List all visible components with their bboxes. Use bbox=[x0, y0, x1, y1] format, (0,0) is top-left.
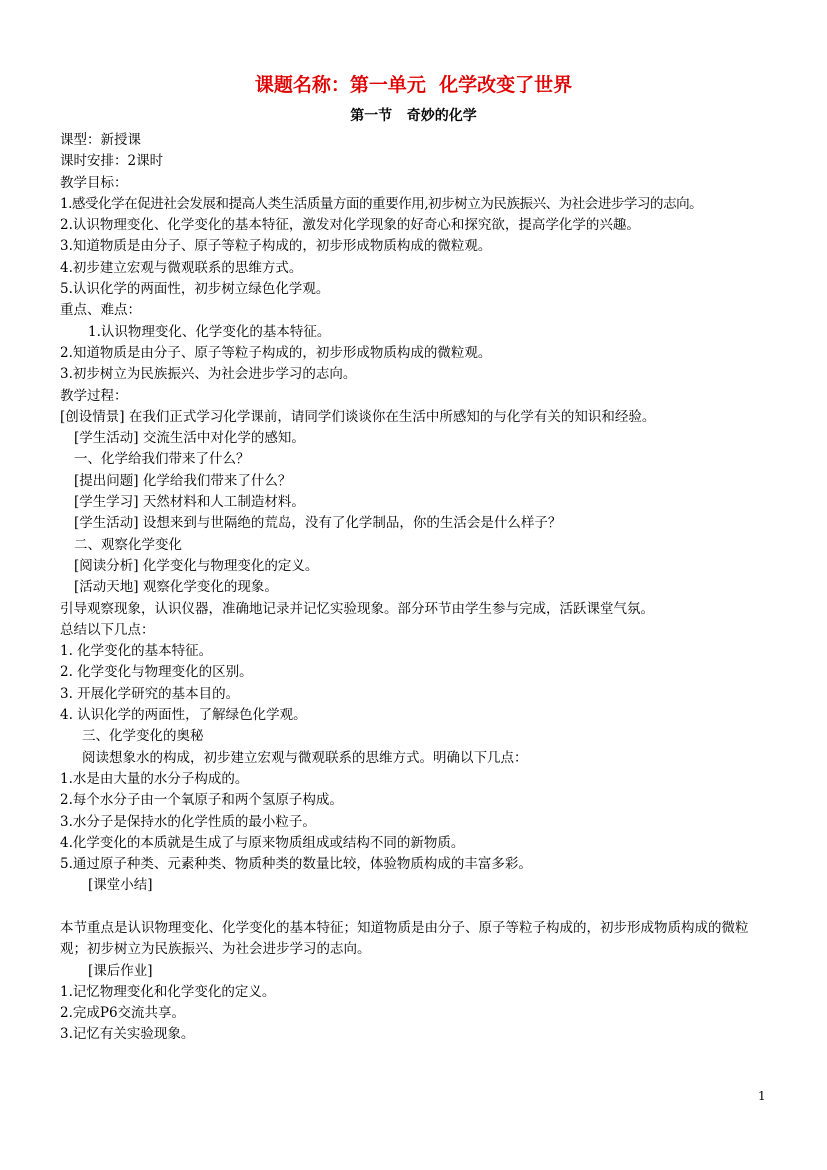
reading-analysis: [阅读分析] 化学变化与物理变化的定义。 bbox=[74, 557, 319, 574]
objective-item: 5.认识化学的两面性，初步树立绿色化学观。 bbox=[60, 281, 330, 298]
lesson-schedule: 课时安排：2课时 bbox=[60, 153, 164, 170]
water-point: 5.通过原子种类、元素种类、物质种类的数量比较，体验物质构成的丰富多彩。 bbox=[60, 856, 532, 873]
keypoints-heading: 重点、难点： bbox=[60, 302, 141, 319]
water-point: 2.每个水分子由一个氧原子和两个氢原子构成。 bbox=[60, 792, 343, 809]
section-heading: 二、观察化学变化 bbox=[74, 536, 182, 553]
process-heading: 教学过程： bbox=[60, 387, 128, 404]
keypoint-item: 3.初步树立为民族振兴、为社会进步学习的志向。 bbox=[60, 366, 357, 383]
activity-corner: [活动天地] 观察化学变化的现象。 bbox=[74, 579, 278, 596]
summary-heading: 总结以下几点： bbox=[60, 621, 155, 638]
guide-paragraph: 引导观察现象，认识仪器，准确地记录并记忆实验现象。部分环节由学生参与完成，活跃课堂气氛。 bbox=[60, 600, 654, 617]
student-activity: [学生活动] 设想来到与世隔绝的荒岛，没有了化学制品，你的生活会是什么样子？ bbox=[74, 515, 562, 532]
water-point: 3.水分子是保持水的化学性质的最小粒子。 bbox=[60, 813, 316, 830]
objective-item: 3.知道物质是由分子、原子等粒子构成的，初步形成物质构成的微粒观。 bbox=[60, 238, 492, 255]
blank-line bbox=[60, 897, 772, 918]
page-number: 1 bbox=[758, 1089, 766, 1103]
objective-item: 2.认识物理变化、化学变化的基本特征，激发对化学现象的好奇心和探究欲，提高学化学的兴趣。 bbox=[60, 217, 640, 234]
summary-item: 2. 化学变化与物理变化的区别。 bbox=[60, 664, 253, 681]
class-summary-label: [课堂小结] bbox=[88, 877, 153, 894]
objectives-heading: 教学目标： bbox=[60, 174, 128, 191]
homework-item: 3.记忆有关实验现象。 bbox=[60, 1026, 195, 1043]
page-title: 课题名称：第一单元 化学改变了世界 bbox=[254, 74, 573, 96]
student-activity: [学生活动] 交流生活中对化学的感知。 bbox=[74, 430, 305, 447]
section-heading: 一、化学给我们带来了什么？ bbox=[74, 451, 250, 468]
homework-label: [课后作业] bbox=[88, 962, 153, 979]
lesson-type: 课型：新授课 bbox=[60, 132, 141, 148]
summary-item: 3. 开展化学研究的基本目的。 bbox=[60, 685, 240, 702]
homework-item: 2.完成P6交流共享。 bbox=[60, 1005, 186, 1022]
question-line: [提出问题] 化学给我们带来了什么？ bbox=[74, 472, 292, 489]
section-subtitle: 第一节 奇妙的化学 bbox=[350, 108, 477, 124]
keypoint-item: 2.知道物质是由分子、原子等粒子构成的，初步形成物质构成的微粒观。 bbox=[60, 344, 492, 361]
class-summary-paragraph: 本节重点是认识物理变化、化学变化的基本特征；知道物质是由分子、原子等粒子构成的，初步形成物质构成的微粒观；初步树立为民族振兴、为社会进步学习的志向。 bbox=[60, 919, 749, 958]
water-point: 4.化学变化的本质就是生成了与原来物质组成或结构不同的新物质。 bbox=[60, 834, 465, 851]
scene-paragraph: [创设情景] 在我们正式学习化学课前，请同学们谈谈你在生活中所感知的与化学有关的知识和经验。 bbox=[60, 408, 656, 425]
section-heading: 三、化学变化的奥秘 bbox=[82, 728, 204, 745]
student-study: [学生学习] 天然材料和人工制造材料。 bbox=[74, 494, 305, 511]
summary-item: 4. 认识化学的两面性，了解绿色化学观。 bbox=[60, 707, 307, 724]
objective-item: 1.感受化学在促进社会发展和提高人类生活质量方面的重要作用,初步树立为民族振兴、为社会进步学习的志向。 bbox=[60, 195, 703, 212]
document-body bbox=[60, 130, 772, 1046]
imagine-paragraph: 阅读想象水的构成，初步建立宏观与微观联系的思维方式。明确以下几点： bbox=[82, 749, 528, 766]
homework-item: 1.记忆物理变化和化学变化的定义。 bbox=[60, 983, 276, 1000]
water-point: 1.水是由大量的水分子构成的。 bbox=[60, 770, 249, 787]
keypoint-item: 1.认识物理变化、化学变化的基本特征。 bbox=[88, 323, 331, 340]
objective-item: 4.初步建立宏观与微观联系的思维方式。 bbox=[60, 259, 303, 276]
summary-item: 1. 化学变化的基本特征。 bbox=[60, 643, 213, 660]
